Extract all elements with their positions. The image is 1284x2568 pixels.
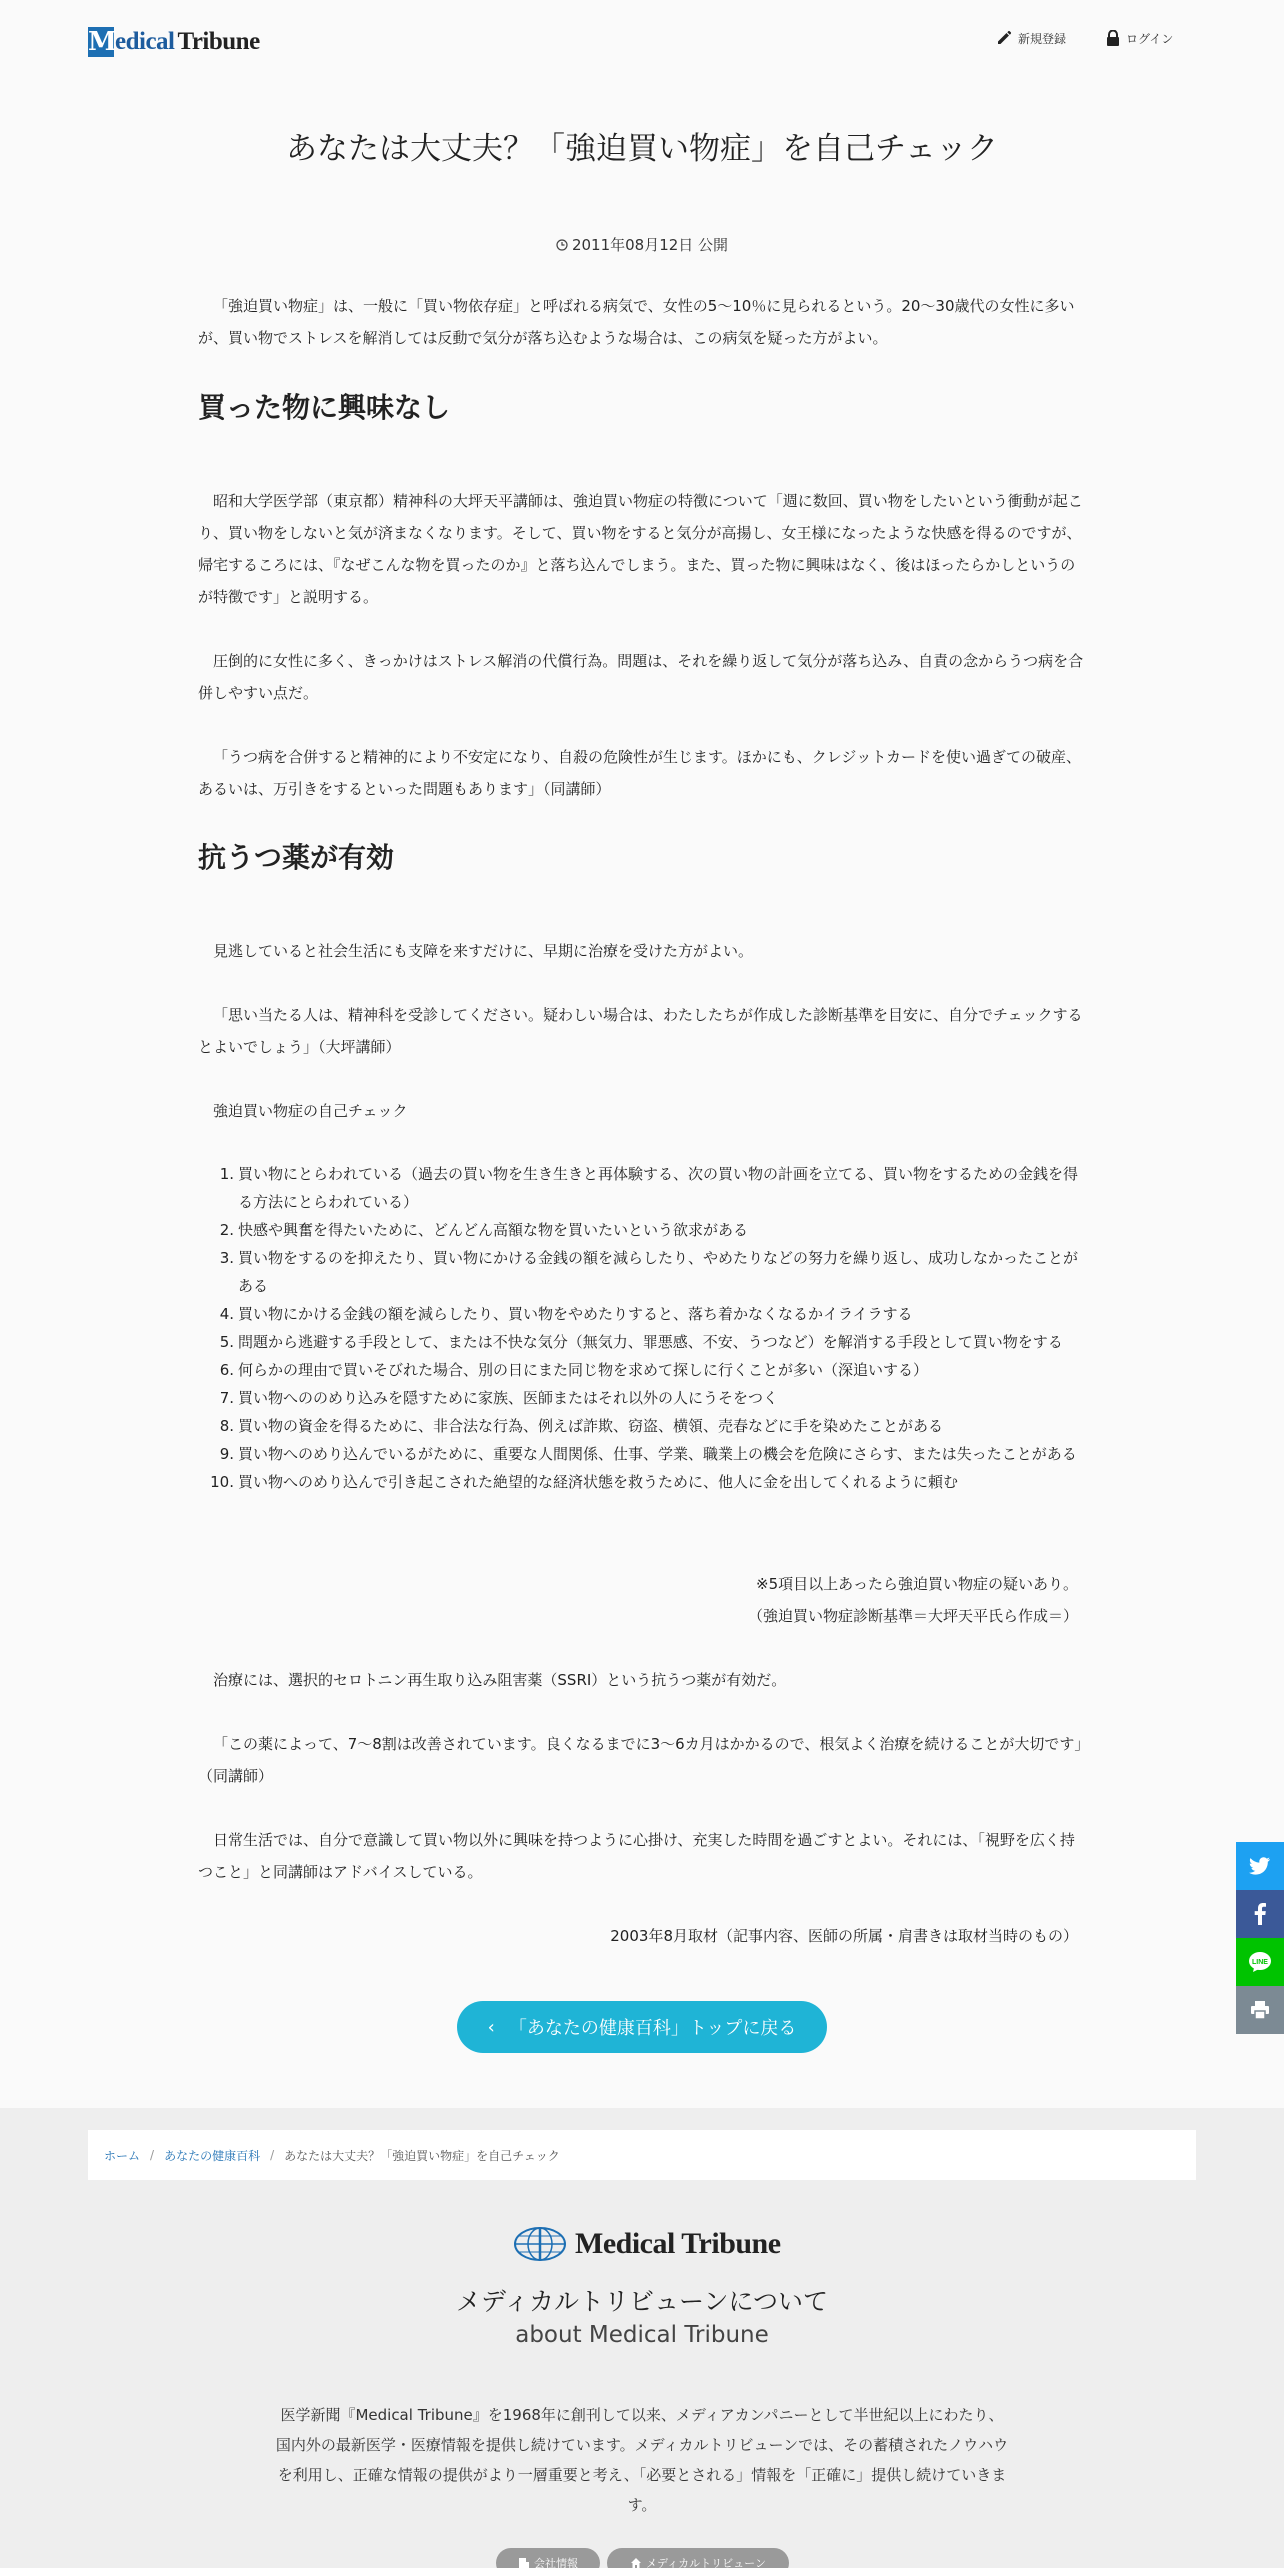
twitter-icon	[1249, 1857, 1271, 1875]
list-item: 8. 買い物の資金を得るために、非合法な行為、例えば詐欺、窃盗、横領、売春などに手を染めたことがある	[219, 1417, 944, 1435]
breadcrumb-section-link[interactable]: あなたの健康百科	[164, 2148, 261, 2163]
checklist-note: ※5項目以上あったら強迫買い物症の疑いあり。	[756, 1575, 1078, 1593]
login-link[interactable]	[1106, 28, 1173, 48]
clock-icon	[556, 239, 568, 251]
chevron-left-icon: ‹	[487, 2016, 495, 2038]
company-info-button[interactable]	[496, 2548, 600, 2568]
caduceus-globe-icon	[513, 2226, 567, 2262]
login-label: ログイン	[1126, 31, 1174, 46]
self-check-list	[198, 1160, 1086, 1496]
checklist-title: 強迫買い物症の自己チェック	[213, 1102, 408, 1120]
breadcrumb-separator: /	[150, 2148, 155, 2162]
footer-logo[interactable]	[513, 2224, 781, 2264]
paragraph-4: 見逃していると社会生活にも支障を来すだけに、早期に治療を受けた方がよい。	[213, 942, 754, 960]
back-to-top-button[interactable]	[457, 2001, 827, 2053]
svg-text:LINE: LINE	[1252, 1959, 1268, 1966]
list-item: 10. 買い物へのめり込んで引き起こされた絶望的な経済状態を救うために、他人に金を出してくれるように頼む	[210, 1473, 959, 1491]
footer-logo-text: Medical Tribune	[575, 2227, 781, 2260]
section-heading-1: 買った物に興味なし	[198, 391, 451, 424]
list-item: 3. 買い物をするのを抑えたり、買い物にかける金銭の額を減らしたり、やめたりなどの努力を繰り返し、成功しなかったことがある	[219, 1249, 1079, 1295]
logo-text: edical Tribune	[115, 28, 260, 55]
paragraph-5: 「思い当たる人は、精神科を受診してください。疑わしい場合は、わたしたちが作成した診断基準を目安に、自分でチェックするとよいでしょう」（大坪講師）	[198, 1006, 1083, 1056]
share-facebook-button[interactable]	[1236, 1890, 1284, 1938]
list-item: 9. 買い物へのめり込んでいるがために、重要な人間関係、仕事、学業、職業上の機会を危険にさらす、または失ったことがある	[219, 1445, 1077, 1463]
interview-note: 2003年8月取材（記事内容、医師の所属・肩書きは取材当時のもの）	[610, 1927, 1078, 1945]
section-heading-2: 抗うつ薬が有効	[198, 841, 395, 874]
print-icon	[1250, 2001, 1270, 2019]
list-item: 2. 快感や興奮を得たいために、どんどん高額な物を買いたいという欲求がある	[219, 1221, 749, 1239]
paragraph-7: 「この薬によって、7～8割は改善されています。良くなるまでに3～6カ月はかかるので、根気よく治療を続けることが大切です」（同講師）	[198, 1735, 1082, 1785]
publish-date-text: 2011年08月12日 公開	[571, 236, 729, 254]
about-heading-jp: メディカルトリビューンについて	[455, 2287, 828, 2316]
medical-tribune-label: メディカルトリビューン	[646, 2557, 766, 2568]
share-twitter-button[interactable]	[1236, 1842, 1284, 1890]
paragraph-2: 圧倒的に女性に多く、きっかけはストレス解消の代償行為。問題は、それを繰り返して気分が落ち込み、自責の念からうつ病を合併しやすい点だ。	[198, 652, 1084, 702]
share-line-button[interactable]	[1236, 1938, 1284, 1986]
breadcrumb	[88, 2130, 1196, 2180]
line-icon	[1248, 1951, 1272, 1973]
company-info-label: 会社情報	[534, 2557, 578, 2568]
site-logo[interactable]	[88, 26, 260, 58]
paragraph-6: 治療には、選択的セロトニン再生取り込み阻害薬（SSRI）という抗うつ薬が有効だ。	[213, 1671, 787, 1689]
home-icon	[630, 2557, 642, 2568]
logo-m-mark: M	[88, 27, 117, 57]
intro-paragraph: 「強迫買い物症」は、一般に「買い物依存症」と呼ばれる病気で、女性の5～10％に見られるという。20～30歳代の女性に多いが、買い物でストレスを解消しては反動で気分が落ち込むような場合は、この病気を疑った方がよい。	[198, 297, 1075, 347]
list-item: 1. 買い物にとらわれている（過去の買い物を生き生きと再体験する、次の買い物の計画を立てる、買い物をするための金銭を得る方法にとらわれている）	[219, 1165, 1079, 1211]
print-button[interactable]	[1236, 1986, 1284, 2034]
list-item: 5. 問題から逃避する手段として、または不快な気分（無気力、罪悪感、不安、うつなど）を解消する手段として買い物をする	[219, 1333, 1063, 1351]
paragraph-1: 昭和大学医学部（東京都）精神科の大坪天平講師は、強迫買い物症の特徴について「週に数回、買い物をしたいという衝動が起こり、買い物をしないと気が済まなくなります。そして、買い物をすると気分が高揚し、女王様になったような快感を得るのですが、帰宅するころには、『なぜこんな物を買ったのか』と落ち込んでしまう。また、買った物に興味はなく、後はほったらかしというのが特徴です」と説明する。	[198, 492, 1083, 606]
breadcrumb-current: あなたは大丈夫？「強迫買い物症」を自己チェック	[284, 2148, 560, 2163]
breadcrumb-home-link[interactable]: ホーム	[104, 2148, 141, 2163]
lock-icon	[1106, 30, 1120, 46]
paragraph-8: 日常生活では、自分で意識して買い物以外に興味を持つように心掛け、充実した時間を過ごすとよい。それには、「視野を広く持つこと」と同講師はアドバイスしている。	[198, 1831, 1075, 1881]
medical-tribune-button[interactable]	[607, 2548, 789, 2568]
about-heading-en: about Medical Tribune	[515, 2322, 769, 2348]
back-button-label: 「あなたの健康百科」トップに戻る	[508, 2018, 797, 2039]
facebook-icon	[1254, 1903, 1266, 1925]
breadcrumb-separator: /	[270, 2148, 275, 2162]
pencil-icon	[996, 30, 1012, 46]
building-icon	[518, 2557, 530, 2568]
publish-date	[0, 234, 1284, 256]
page-title: あなたは大丈夫？「強迫買い物症」を自己チェック	[285, 131, 999, 167]
list-item: 6. 何らかの理由で買いそびれた場合、別の日にまた同じ物を求めて探しに行くことが多い（深追いする）	[219, 1361, 929, 1379]
site-header	[0, 0, 1284, 84]
checklist-source: （強迫買い物症診断基準＝大坪天平氏ら作成＝）	[747, 1607, 1078, 1625]
list-item: 4. 買い物にかける金銭の額を減らしたり、買い物をやめたりすると、落ち着かなくなるかイライラする	[219, 1305, 913, 1323]
register-label: 新規登録	[1018, 31, 1067, 46]
register-link[interactable]	[996, 28, 1066, 48]
paragraph-3: 「うつ病を合併すると精神的により不安定になり、自殺の危険性が生じます。ほかにも、クレジットカードを使い過ぎての破産、あるいは、万引きをするといった問題もあります」（同講師）	[198, 748, 1081, 798]
about-description: 医学新聞『Medical Tribune』を1968年に創刊して以来、メディアカンパニーとして半世紀以上にわたり、国内外の最新医学・医療情報を提供し続けています。メディカルトリビューンでは、その蓄積されたノウハウを利用し、正確な情報の提供がより一層重要と考え、「必要とされる」情報を「正確に」提供し続けていきます。	[275, 2406, 1009, 2514]
list-item: 7. 買い物へののめり込みを隠すために家族、医師またはそれ以外の人にうそをつく	[219, 1389, 779, 1407]
